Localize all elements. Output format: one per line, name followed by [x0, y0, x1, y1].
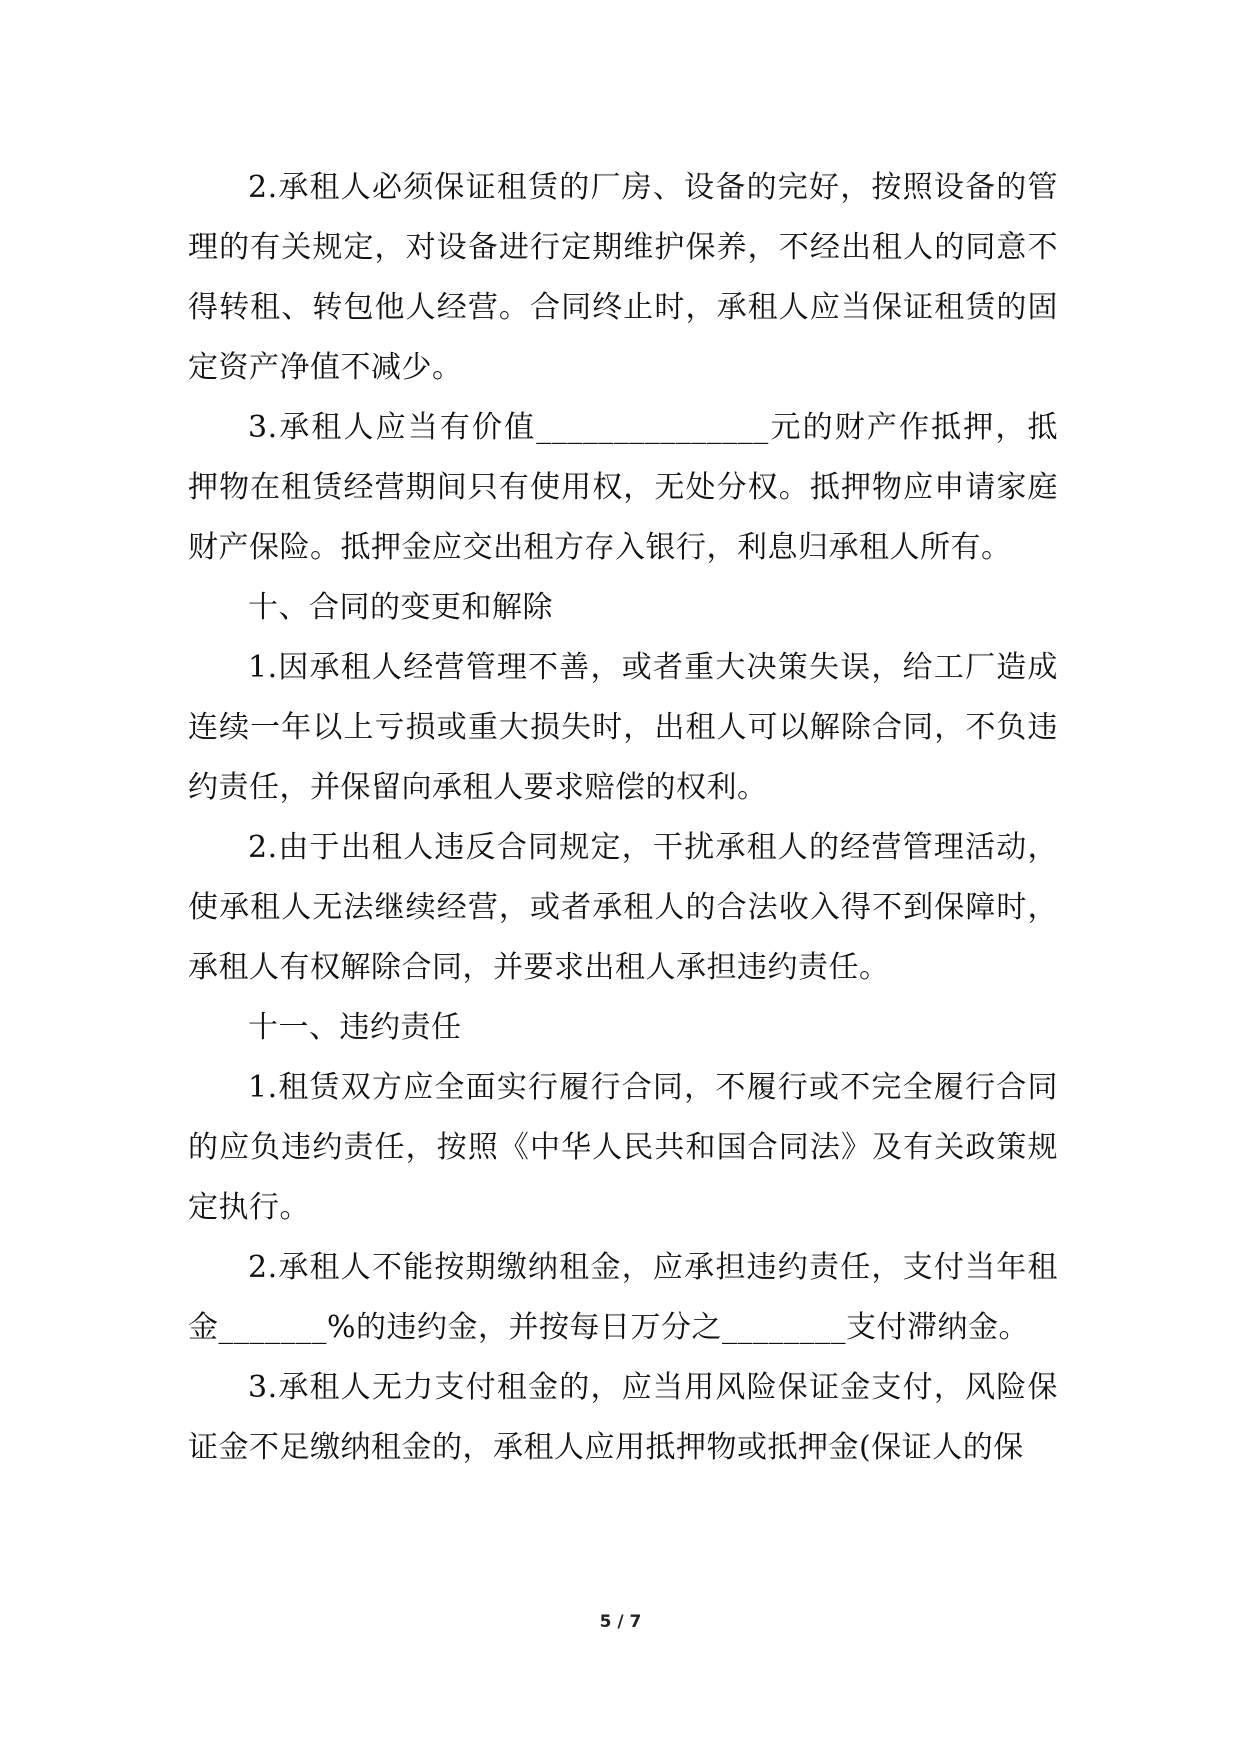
- section-heading: 十、合同的变更和解除: [248, 590, 553, 625]
- clause-paragraph: 2.由于出租人违反合同规定，干扰承租人的经营管理活动，使承租人无法继续经营，或者承租人的合法收入得不到保障时，承租人有权解除合同，并要求出租人承担违约责任。: [188, 830, 1058, 985]
- page-number: 5 / 7: [599, 1612, 642, 1632]
- clause-paragraph: 3.承租人应当有价值_______________元的财产作抵押，抵押物在租赁经营期间只有使用权，无处分权。抵押物应申请家庭财产保险。抵押金应交出租方存入银行，利息归承租人所有。: [188, 410, 1058, 565]
- clause-paragraph: 1.因承租人经营管理不善，或者重大决策失误，给工厂造成连续一年以上亏损或重大损失时，出租人可以解除合同，不负违约责任，并保留向承租人要求赔偿的权利。: [188, 650, 1058, 805]
- section-heading: 十一、违约责任: [248, 1010, 462, 1045]
- clause-paragraph: 1.租赁双方应全面实行履行合同，不履行或不完全履行合同的应负违约责任，按照《中华人民共和国合同法》及有关政策规定执行。: [188, 1070, 1058, 1225]
- clause-paragraph: 2.承租人必须保证租赁的厂房、设备的完好，按照设备的管理的有关规定，对设备进行定期维护保养，不经出租人的同意不得转租、转包他人经营。合同终止时，承租人应当保证租赁的固定资产净值不减少。: [188, 170, 1058, 385]
- document-body: [188, 158, 1058, 1478]
- clause-paragraph: 2.承租人不能按期缴纳租金，应承担违约责任，支付当年租金_______%的违约金，并按每日万分之________支付滞纳金。: [188, 1250, 1058, 1345]
- clause-paragraph: 3.承租人无力支付租金的，应当用风险保证金支付，风险保证金不足缴纳租金的，承租人应用抵押物或抵押金(保证人的保: [188, 1370, 1058, 1465]
